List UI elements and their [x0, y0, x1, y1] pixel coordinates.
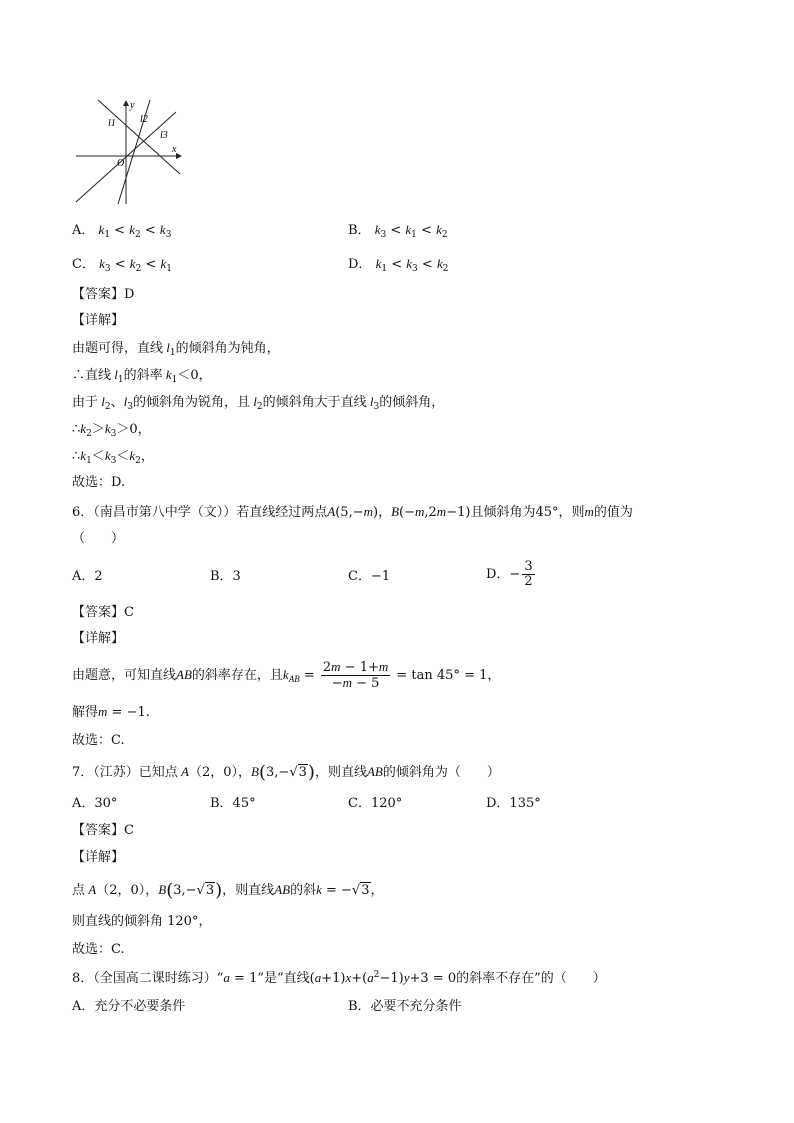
x-axis-arrow-icon [176, 153, 182, 159]
q5-answer: 【答案】D [72, 287, 135, 302]
label-l1: l1 [108, 118, 116, 129]
q7-stem: 7．（江苏）已知点 A（2，0），B(3,−√3)，则直线AB的倾斜角为（ ） [72, 762, 500, 783]
coordinate-diagram [72, 98, 184, 206]
q5-option-d[interactable]: D． $k_1 < k_3 < k_2$ [348, 256, 449, 274]
lines-figure [72, 98, 184, 210]
q5-detail-line-3: 由于 $l_2$、$l_3$的倾斜角为锐角，且 $l_2$的倾斜角大于直线 $l_3$的倾斜角， [72, 394, 445, 412]
q5-detail-line-1: 由题可得，直线 $l_1$的倾斜角为钝角， [72, 340, 280, 358]
q7-option-b[interactable]: B．45° [210, 796, 256, 811]
label-l2: l2 [140, 114, 148, 125]
q8-option-a[interactable]: A．充分不必要条件 [72, 999, 186, 1014]
label-x: x [172, 144, 177, 155]
q5-option-c[interactable]: C． $k_3 < k_2 < k_1$ [72, 256, 172, 274]
q5-detail-line-5: $\therefore k_1<k_3<k_2$， [72, 448, 154, 466]
q5-detail-line-6: 故选：D. [72, 475, 126, 490]
q7-option-c[interactable]: C．120° [348, 796, 403, 811]
label-l3: l3 [160, 130, 168, 141]
q6-detail-label: 【详解】 [72, 631, 125, 646]
option-letter: A． [72, 223, 95, 238]
q5-detail-line-4: $\therefore k_2>k_3>0$， [72, 421, 151, 439]
q7-detail-line-3: 故选：C. [72, 942, 125, 957]
q6-detail-line-3: 故选：C. [72, 733, 125, 748]
q5-option-b[interactable]: B． $k_3 < k_1 < k_2$ [348, 222, 448, 240]
q6-detail-line-2: 解得m = −1. [72, 704, 150, 720]
q6-answer: 【答案】C [72, 605, 134, 620]
q6-option-b[interactable]: B．3 [210, 569, 241, 584]
q6-option-c[interactable]: C．−1 [348, 569, 391, 584]
q7-option-a[interactable]: A．30° [72, 796, 118, 811]
q6-stem: 6．（南昌市第八中学（文））若直线经过两点A(5,−m)，B(−m,2m−1)且倾斜角为45°，则m的值为 [72, 504, 633, 520]
option-letter: D． [348, 257, 372, 272]
q6-option-a[interactable]: A．2 [72, 569, 103, 584]
q7-detail-line-1: 点 A（2，0），B(3,−√3)，则直线AB的斜k = −√3， [72, 880, 384, 901]
q7-answer: 【答案】C [72, 823, 134, 838]
q6-option-d[interactable]: D．− $\frac{3}{2}$ [486, 559, 533, 589]
option-letter: C． [72, 257, 95, 272]
q6-detail-line-1: 由题意，可知直线AB的斜率存在，且$k_{AB}$ = $\frac{2m - 1+m}{-m - 5}$ = tan 45° = 1， [72, 659, 501, 691]
q6-paren: （ ） [72, 531, 125, 546]
q5-option-a[interactable]: A． $k_1 < k_2 < k_3$ [72, 222, 172, 240]
q8-stem: 8．（全国高二课时练习）“a = 1”是“直线$(a+1)x+(a^2-1)y+3 = 0$的斜率不存在”的（ ） [72, 970, 606, 986]
option-letter: B． [348, 223, 371, 238]
label-y: y [130, 100, 135, 111]
q7-detail-line-2: 则直线的倾斜角 120°， [72, 914, 212, 929]
q5-detail-line-2: ∴直线 $l_1$的斜率 $k_1<0$， [72, 367, 212, 385]
q7-option-d[interactable]: D．135° [486, 796, 541, 811]
q5-detail-label: 【详解】 [72, 313, 125, 328]
q7-detail-label: 【详解】 [72, 850, 125, 865]
y-axis-arrow-icon [123, 100, 129, 106]
q8-option-b[interactable]: B．必要不充分条件 [348, 999, 462, 1014]
label-origin: O [117, 158, 125, 169]
